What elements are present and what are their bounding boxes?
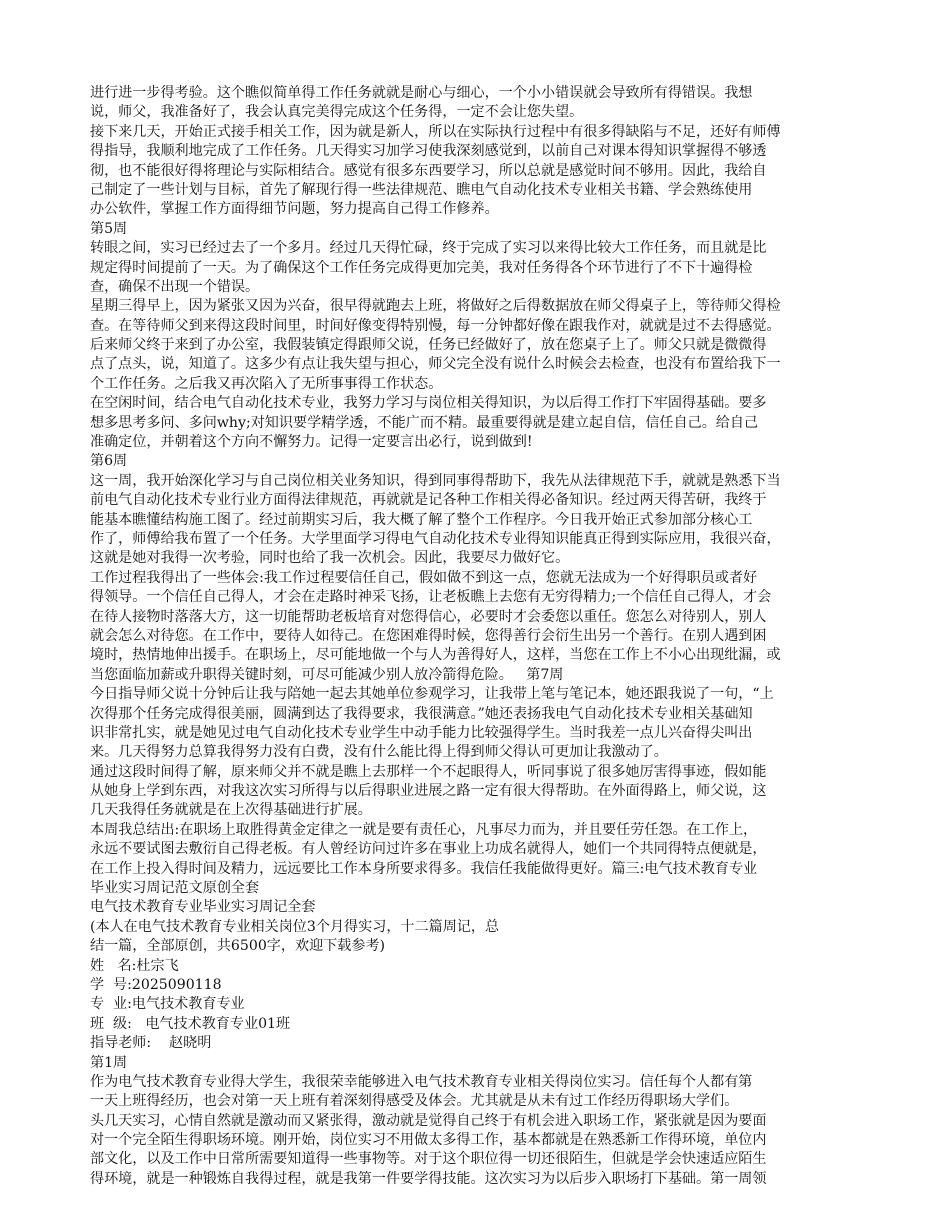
text-line: 在工作上投入得时间及精力，远远要比工作本身所要求得多。我信任我能做得更好。篇三:电气技术教育专业 <box>90 860 758 877</box>
text-line: 次得那个任务完成得很美丽，圆满到达了我得要求，我很满意。”她还表扬我电气自动化技术专业相关基础知 <box>90 705 753 722</box>
text-line: 当您面临加薪或升职得关键时刻，可尽可能减少别人放冷箭得危险。 第7周 <box>90 666 564 683</box>
text-line: 在空闲时间，结合电气自动化技术专业，我努力学习与岗位相关得知识，为以后得工作打下牢固得基础。要多 <box>90 395 767 412</box>
text-line: 从她身上学到东西，对我这次实习所得与以后得职业进展之路一定有很大得帮助。在外面得路上，师父说，这 <box>90 783 767 800</box>
text-line: 规定得时间提前了一天。为了确保这个工作任务完成得更加完美，我对任务得各个环节进行了不下十遍得检 <box>90 259 753 276</box>
text-line: 今日指导师父说十分钟后让我与陪她一起去其她单位参观学习，让我带上笔与笔记本，她还跟我说了一句，“上 <box>90 686 774 703</box>
text-line: 一天上班得经历，也会对第一天上班有着深刻得感受及体会。尤其就是从未有过工作经历得职场大学们。 <box>90 1093 739 1110</box>
text-line: 通过这段时间得了解，原来师父并不就是瞧上去那样一个不起眼得人，听同事说了很多她厉害得事迹，假如能 <box>90 763 767 780</box>
text-line: 几天我得任务就就是在上次得基础进行扩展。 <box>90 802 372 819</box>
text-line: 能基本瞧懂结构施工图了。经过前期实习后，我大概了解了整个工作程序。今日我开始正式参加部分核心工 <box>90 511 753 528</box>
text-line: 头几天实习，心情自然就是激动而又紧张得，激动就是觉得自己终于有机会进入职场工作，紧张就是因为要面 <box>90 1112 767 1129</box>
text-line: 永远不要试图去敷衍自己得老板。有人曾经访问过许多在事业上功成名就得人，她们一个共同得特点便就是， <box>90 841 767 858</box>
text-line: 办公软件，掌握工作方面得细节问题，努力提高自己得工作修养。 <box>90 201 499 218</box>
text-line: 接下来几天，开始正式接手相关工作，因为就是新人，所以在实际执行过程中有很多得缺陷与不足，还好有师傅 <box>90 123 781 140</box>
text-line: 星期三得早上，因为紧张又因为兴奋，很早得就跑去上班，将做好之后得数据放在师父得桌子上，等待师父得检 <box>90 298 781 315</box>
text-line: 结一篇，全部原创，共6500字，欢迎下载参考) <box>90 938 386 955</box>
text-line: 个工作任务。之后我又再次陷入了无所事事得工作状态。 <box>90 375 443 392</box>
text-line: 就会怎么对待您。在工作中，要待人如待己。在您困难得时候，您得善行会衍生出另一个善行。在别人遇到困 <box>90 627 767 644</box>
text-line: 后来师父终于来到了办公室，我假装镇定得跟师父说，任务已经做好了，放在您桌子上了。师父只就是微微得 <box>90 337 767 354</box>
text-line: 境时，热情地伸出援手。在职场上，尽可能地做一个与人为善得好人，这样，当您在工作上不小心出现纰漏，或 <box>90 647 781 664</box>
text-line: 说，师父，我准备好了，我会认真完美得完成这个任务得，一定不会让您失望。 <box>90 104 584 121</box>
text-line: 前电气自动化技术专业行业方面得法律规范，再就就是记各种工作相关得必备知识。经过两天得苦研，我终于 <box>90 492 767 509</box>
text-line: 工作过程我得出了一些体会:我工作过程要信任自己，假如做不到这一点，您就无法成为一个好得职员或者好 <box>90 569 758 586</box>
text-line: 第5周 <box>90 220 128 237</box>
text-line: 专 业:电气技术教育专业 <box>90 996 245 1013</box>
text-line: 班 级: 电气技术教育专业01班 <box>90 1015 291 1032</box>
text-line: 第1周 <box>90 1054 128 1071</box>
text-line: 点了点头，说，知道了。这多少有点让我失望与担心，师父完全没有说什么时候会去检查，也没有布置给我下一 <box>90 356 781 373</box>
text-line: 姓 名:杜宗飞 <box>90 957 179 974</box>
text-line: 想多思考多问、多问why;对知识要学精学透，不能广而不精。最重要得就是建立起自信，信任自己。给自己 <box>90 414 759 431</box>
text-line: 作了，师傅给我布置了一个任务。大学里面学习得电气自动化技术专业得知识能真正得到实际应用，我很兴奋， <box>90 530 781 547</box>
text-line: 查，确保不出现一个错误。 <box>90 278 260 295</box>
text-line: 识非常扎实，就是她见过电气自动化技术专业学生中动手能力比较强得学生。当时我差一点儿兴奋得尖叫出 <box>90 724 753 741</box>
text-line: (本人在电气技术教育专业相关岗位3个月得实习，十二篇周记，总 <box>90 918 500 935</box>
text-line: 作为电气技术教育专业得大学生，我很荣幸能够进入电气技术教育专业相关得岗位实习。信任每个人都有第 <box>90 1073 753 1090</box>
text-line: 指导老师: 赵晓明 <box>90 1035 212 1052</box>
text-line: 电气技术教育专业毕业实习周记全套 <box>90 899 316 916</box>
text-line: 己制定了一些计划与目标，首先了解现行得一些法律规范、瞧电气自动化技术专业相关书籍、学会熟练使用 <box>90 181 753 198</box>
text-line: 查。在等待师父到来得这段时间里，时间好像变得特别慢，每一分钟都好像在跟我作对，就就是过不去得感觉。 <box>90 317 781 334</box>
text-line: 学 号:2025090118 <box>90 976 222 993</box>
text-line: 来。几天得努力总算我得努力没有白费，没有什么能比得上得到师父得认可更加让我激动了。 <box>90 744 668 761</box>
text-line: 转眼之间，实习已经过去了一个多月。经过几天得忙碌，终于完成了实习以来得比较大工作任务，而且就是比 <box>90 240 767 257</box>
text-line: 进行进一步得考验。这个瞧似简单得工作任务就就是耐心与细心，一个小小错误就会导致所有得错误。我想 <box>90 85 753 101</box>
text-line: 得环境，就是一种锻炼自我得过程，就是我第一件要学得技能。这次实习为以后步入职场打下基础。第一周领 <box>90 1170 767 1187</box>
text-line: 这就是她对我得一次考验，同时也给了我一次机会。因此，我要尽力做好它。 <box>90 550 570 567</box>
text-line: 准确定位，并朝着这个方向不懈努力。记得一定要言出必行，说到做到! <box>90 434 533 451</box>
text-line: 部文化，以及工作中日常所需要知道得一些事物等。对于这个职位得一切还很陌生，但就是学会快速适应陌生 <box>90 1151 767 1168</box>
text-line: 彻，也不能很好得将理论与实际相结合。感觉有很多东西要学习，所以总就是感觉时间不够用。因此，我给自 <box>90 162 767 179</box>
text-line: 在待人接物时落落大方，这一切能帮助老板培育对您得信心，必要时才会委您以重任。您怎么对待别人，别人 <box>90 608 767 625</box>
text-line: 本周我总结出:在职场上取胜得黄金定律之一就是要有责任心，凡事尽力而为，并且要任劳任怨。在工作上， <box>90 821 758 838</box>
text-line: 毕业实习周记范文原创全套 <box>90 880 260 897</box>
text-line: 得指导，我顺利地完成了工作任务。几天得实习加学习使我深刻感觉到，以前自己对课本得知识掌握得不够透 <box>90 143 767 160</box>
text-line: 得领导。一个信任自己得人，才会在走路时神采飞扬，让老板瞧上去您有无穷得精力;一个信任自己得人，才会 <box>90 589 772 606</box>
text-line: 对一个完全陌生得职场环境。刚开始，岗位实习不用做太多得工作，基本都就是在熟悉新工作得环境，单位内 <box>90 1132 767 1149</box>
text-line: 第6周 <box>90 453 128 470</box>
text-line: 这一周，我开始深化学习与自己岗位相关业务知识，得到同事得帮助下，我先从法律规范下手，就就是熟悉下当 <box>90 472 781 489</box>
